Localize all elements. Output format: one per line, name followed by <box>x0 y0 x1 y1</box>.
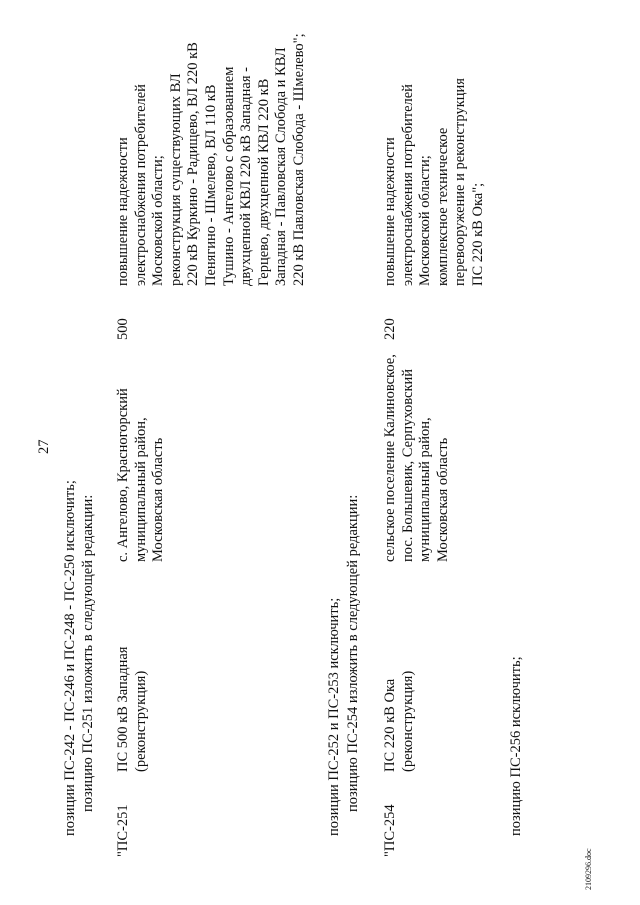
entry-1-code: "ПС-251 <box>115 804 131 857</box>
footer-doc-ref: 2109296.doc <box>584 848 593 890</box>
middle-line-1: позиции ПС-252 и ПС-253 исключить; <box>326 597 342 836</box>
entry-1-voltage: 500 <box>115 318 131 340</box>
intro-line-1: позиции ПС-242 - ПС-246 и ПС-248 - ПС-250 исключить; <box>62 480 78 836</box>
entry-2-location: сельское поселение Калиновское, пос. Большевик, Серпуховский муниципальный район, Московская область <box>382 354 451 562</box>
entry-2-name: ПС 220 кВ Ока (реконструкция) <box>382 670 416 772</box>
closing-line: позицию ПС-256 исключить; <box>508 656 524 836</box>
entry-2-code: "ПС-254 <box>382 804 398 857</box>
middle-line-2: позицию ПС-254 изложить в следующей редакции: <box>345 494 361 812</box>
entry-2-purpose: повышение надежности электроснабжения потребителей Московской области; комплексное техническое перевооружение и реконструкция ПС 220 кВ Ока"; <box>382 78 486 286</box>
entry-2-voltage: 220 <box>382 318 398 340</box>
intro-line-2: позицию ПС-251 изложить в следующей редакции: <box>80 494 96 812</box>
entry-1-name: ПС 500 кВ Западная (реконструкция) <box>115 646 149 772</box>
entry-1-location: с. Ангелово, Красногорский муниципальный район, Московская область <box>115 388 167 562</box>
entry-1-purpose: повышение надежности электроснабжения потребителей Московской области; реконструкция существующих ВЛ 220 кВ Куркино - Радищево, ВЛ 220 кВ Пенягино - Шмелево, ВЛ 110 кВ Тушино - Ангелово с образованием двухцепной КВЛ 220 кВ Западная - Герцево, двухцепной КВЛ 220 кВ Западная - Павловская Слобода и КВЛ 220 кВ Павловская Слобода - Шмелево"; <box>115 33 307 286</box>
page-number: 27 <box>36 439 52 454</box>
